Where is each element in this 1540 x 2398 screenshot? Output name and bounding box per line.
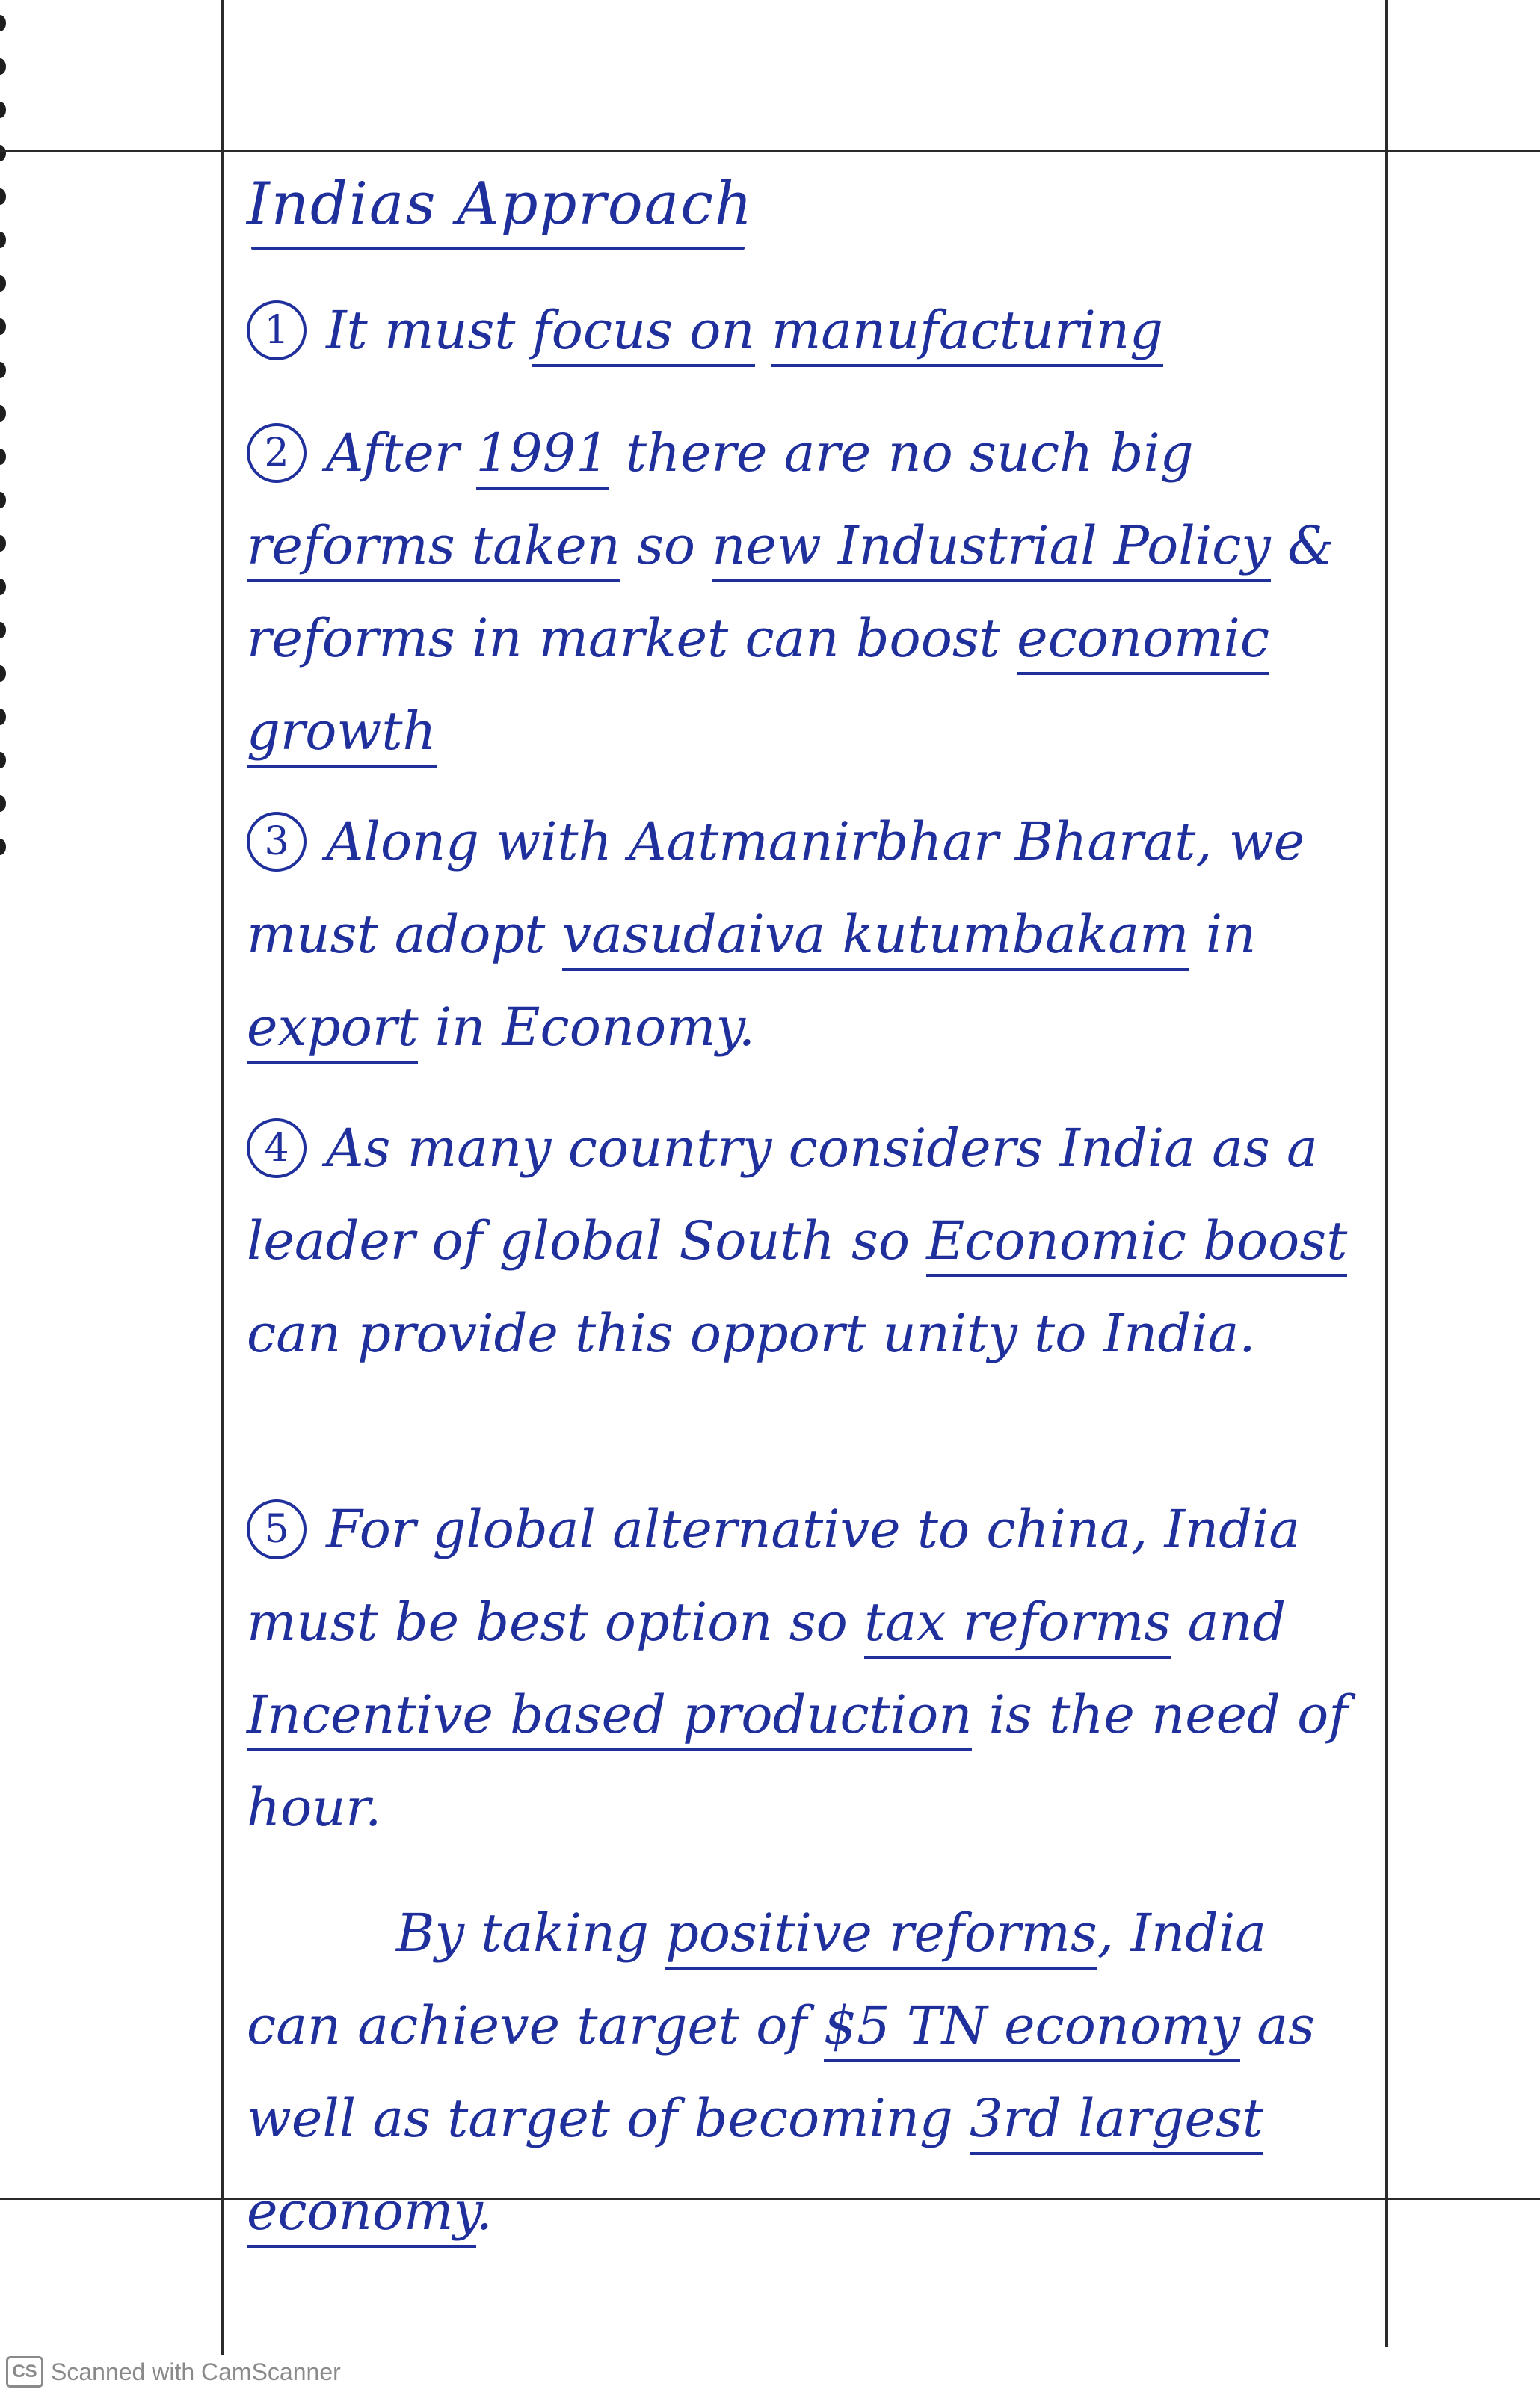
point-number-circle: 4	[247, 1118, 307, 1178]
point-number-circle: 3	[247, 812, 307, 872]
page-title: Indias Approach	[247, 170, 754, 238]
binding-hole	[0, 58, 6, 75]
scanner-watermark	[6, 2355, 341, 2389]
text-run: there are no such big	[609, 422, 1194, 484]
binding-hole	[0, 318, 6, 335]
point-5	[247, 1483, 1368, 1854]
point-number-circle: 1	[247, 300, 307, 360]
underlined-phrase: 3rd largest economy	[247, 2088, 1263, 2248]
underlined-phrase: Incentive based production	[247, 1684, 972, 1751]
underlined-phrase: Economic boost	[926, 1210, 1347, 1277]
text-run: , India can achieve target of	[247, 1902, 1266, 2056]
text-run: in Economy.	[418, 996, 755, 1058]
top-rule-line	[0, 150, 1540, 152]
point-1	[247, 284, 1368, 377]
point-text	[247, 422, 1334, 768]
underlined-phrase: tax reforms	[864, 1591, 1171, 1659]
point-text	[326, 300, 1163, 367]
text-run: as well as target of becoming	[247, 1995, 1315, 2149]
text-run: After	[326, 422, 476, 484]
point-text	[247, 1499, 1348, 1838]
underlined-phrase: economic growth	[247, 608, 1269, 768]
text-run	[755, 300, 771, 361]
point-2	[247, 407, 1368, 777]
underlined-phrase: $5 TN economy	[824, 1995, 1240, 2062]
text-run: is the need of hour.	[247, 1684, 1349, 1838]
camscanner-logo-icon: CS	[6, 2356, 43, 2388]
point-4	[247, 1102, 1368, 1380]
point-text	[247, 1118, 1347, 1364]
spiral-binding	[0, 0, 15, 2398]
binding-hole	[0, 188, 6, 205]
binding-hole	[0, 405, 6, 422]
underlined-phrase: focus on	[532, 300, 755, 367]
binding-hole	[0, 102, 6, 118]
conclusion-text	[247, 1902, 1315, 2248]
binding-hole	[0, 535, 6, 552]
conclusion	[247, 1887, 1368, 2257]
binding-hole	[0, 232, 6, 248]
binding-hole	[0, 145, 6, 161]
binding-hole	[0, 752, 6, 768]
point-number-circle: 5	[247, 1499, 307, 1559]
left-margin-line	[221, 0, 224, 2355]
point-text	[247, 811, 1305, 1064]
binding-hole	[0, 362, 6, 378]
text-run: in	[1189, 904, 1257, 965]
point-number-circle: 2	[247, 423, 307, 483]
binding-hole	[0, 709, 6, 725]
binding-hole	[0, 275, 6, 292]
text-run: & reforms in market can boost	[247, 515, 1334, 669]
binding-hole	[0, 622, 6, 638]
text-run: By taking	[396, 1902, 666, 1964]
text-run: Along with Aatmanirbhar Bharat, we must adopt	[247, 811, 1305, 965]
underlined-phrase: export	[247, 996, 418, 1064]
underlined-phrase: manufacturing	[771, 300, 1163, 367]
text-run: and	[1171, 1591, 1287, 1653]
right-margin-line	[1385, 0, 1388, 2347]
text-run: As many country considers India as a leader of global South so	[247, 1118, 1318, 1272]
text-run: so	[620, 515, 712, 576]
binding-hole	[0, 492, 6, 508]
underlined-phrase: reforms taken	[247, 515, 620, 582]
underlined-phrase: 1991	[476, 422, 609, 490]
point-3	[247, 795, 1368, 1073]
text-run: .	[475, 2180, 493, 2242]
binding-hole	[0, 579, 6, 595]
binding-hole	[0, 15, 6, 31]
underlined-phrase: positive reforms	[665, 1902, 1097, 1970]
binding-hole	[0, 839, 6, 855]
title-underline	[251, 247, 745, 250]
text-run: For global alternative to china, India must be best option so	[247, 1499, 1300, 1653]
binding-hole	[0, 449, 6, 465]
watermark-text: Scanned with CamScanner	[51, 2358, 341, 2385]
underlined-phrase: vasudaiva kutumbakam	[562, 904, 1189, 971]
binding-hole	[0, 795, 6, 812]
underlined-phrase: new Industrial Policy	[712, 515, 1271, 582]
text-run: can provide this opport unity to India.	[247, 1303, 1256, 1364]
binding-hole	[0, 665, 6, 682]
text-run: It must	[326, 300, 532, 361]
